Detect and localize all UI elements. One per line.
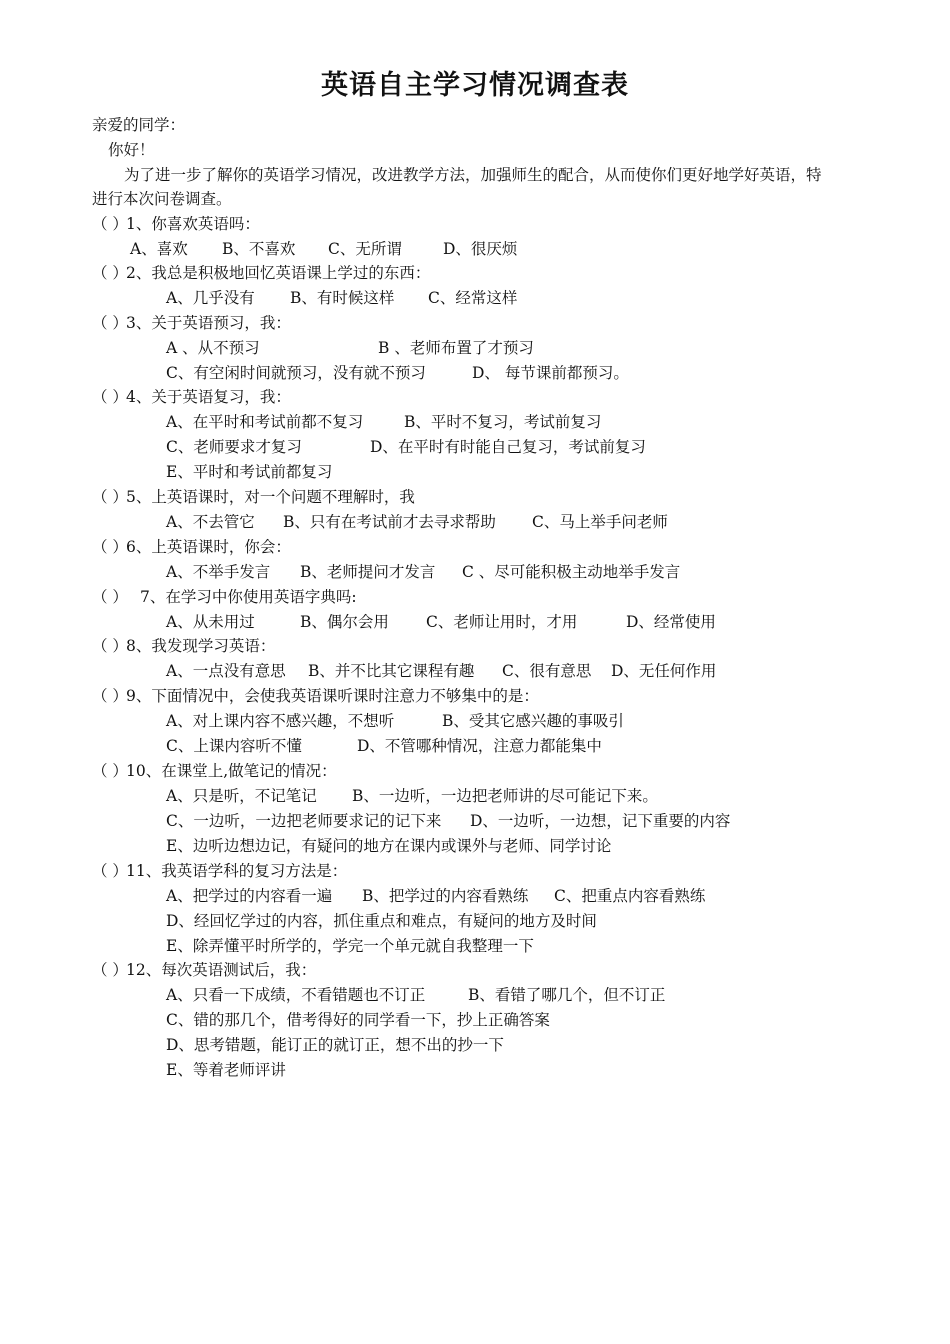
- answer-blank[interactable]: （ ）: [92, 388, 128, 406]
- option-e[interactable]: E、除弄懂平时所学的，学完一个单元就自我整理一下: [166, 937, 534, 955]
- option-d[interactable]: D、在平时有时能自己复习，考试前复习: [370, 438, 646, 456]
- option-b[interactable]: B、偶尔会用: [300, 613, 389, 631]
- option-line: [166, 411, 602, 433]
- option-line: [166, 835, 611, 857]
- question-9: [92, 685, 539, 707]
- option-b[interactable]: B、平时不复习，考试前复习: [404, 413, 602, 431]
- question-text: 8、我发现学习英语：: [126, 637, 276, 655]
- question-3: [92, 312, 291, 334]
- option-d[interactable]: D、经回忆学过的内容，抓住重点和难点，有疑问的地方及时间: [166, 912, 597, 930]
- option-line: [166, 461, 332, 483]
- answer-blank[interactable]: （ ）: [92, 314, 128, 332]
- answer-blank[interactable]: （ ）: [92, 862, 128, 880]
- question-5: [92, 486, 415, 508]
- option-b[interactable]: B、把学过的内容看熟练: [362, 887, 529, 905]
- option-c[interactable]: C、老师让用时，才用: [426, 613, 578, 631]
- option-line: [166, 436, 646, 458]
- option-d[interactable]: D、 每节课前都预习。: [472, 364, 629, 382]
- question-6: [92, 536, 291, 558]
- option-b[interactable]: B、看错了哪几个，但不订正: [468, 986, 666, 1004]
- option-c[interactable]: C、很有意思: [502, 662, 592, 680]
- option-line: [166, 511, 668, 533]
- option-d[interactable]: D、一边听，一边想，记下重要的内容: [470, 812, 731, 830]
- option-line: [166, 984, 666, 1006]
- option-line: [166, 362, 629, 384]
- question-text: 1、你喜欢英语吗：: [126, 215, 260, 233]
- question-text: 7、在学习中你使用英语字典吗:: [140, 588, 357, 606]
- answer-blank[interactable]: （ ）: [92, 637, 128, 655]
- option-c[interactable]: C、有空闲时间就预习，没有就不预习: [166, 364, 426, 382]
- option-b[interactable]: B、受其它感兴趣的事吸引: [442, 712, 624, 730]
- question-10: [92, 760, 337, 782]
- option-a[interactable]: A、把学过的内容看一遍: [166, 887, 333, 905]
- option-a[interactable]: A 、从不预习: [166, 339, 260, 357]
- question-text: 11、我英语学科的复习方法是：: [126, 862, 348, 880]
- question-text: 6、上英语课时，你会：: [126, 538, 291, 556]
- option-line: [166, 1034, 504, 1056]
- intro-line-2: 进行本次问卷调查。: [92, 190, 232, 208]
- option-line: [166, 1009, 550, 1031]
- question-text: 5、上英语课时，对一个问题不理解时，我: [126, 488, 415, 506]
- option-e[interactable]: E、等着老师评讲: [166, 1061, 286, 1079]
- question-8: [92, 635, 275, 657]
- option-c[interactable]: C、一边听，一边把老师要求记的记下来: [166, 812, 442, 830]
- option-line: [166, 885, 706, 907]
- option-d[interactable]: D、很厌烦: [443, 240, 518, 258]
- option-line: [166, 710, 624, 732]
- question-text: 2、我总是积极地回忆英语课上学过的东西：: [126, 264, 431, 282]
- answer-blank[interactable]: （ ）: [92, 215, 128, 233]
- option-a[interactable]: A、只看一下成绩，不看错题也不订正: [166, 986, 426, 1004]
- option-line: [166, 1059, 286, 1081]
- question-12: [92, 959, 316, 981]
- question-text: 9、下面情况中，会使我英语课听课时注意力不够集中的是：: [126, 687, 539, 705]
- question-1: [92, 213, 260, 235]
- option-d[interactable]: D、无任何作用: [611, 662, 717, 680]
- answer-blank[interactable]: （ ）: [92, 687, 128, 705]
- question-7: [92, 586, 357, 608]
- question-4: [92, 386, 291, 408]
- question-text: 3、关于英语预习，我：: [126, 314, 291, 332]
- option-e[interactable]: E、边听边想边记，有疑问的地方在课内或课外与老师、同学讨论: [166, 837, 612, 855]
- option-a[interactable]: A、在平时和考试前都不复习: [166, 413, 364, 431]
- answer-blank[interactable]: （ ）: [92, 961, 128, 979]
- option-line: [166, 611, 716, 633]
- option-line: [166, 660, 717, 682]
- option-c[interactable]: C、无所谓: [328, 240, 402, 258]
- option-a[interactable]: A、几乎没有: [166, 289, 255, 307]
- answer-blank[interactable]: （ ）: [92, 488, 128, 506]
- question-text: 10、在课堂上,做笔记的情况：: [126, 762, 337, 780]
- option-a[interactable]: A、不去管它: [166, 513, 255, 531]
- hello-text: 你好！: [108, 141, 155, 159]
- page-title: 英语自主学习情况调查表: [321, 70, 629, 101]
- option-line: [166, 810, 731, 832]
- option-a[interactable]: A、从未用过: [166, 613, 255, 631]
- option-line: [166, 287, 518, 309]
- option-line: [130, 238, 518, 260]
- option-c[interactable]: C 、尽可能积极主动地举手发言: [462, 563, 681, 581]
- greeting: 亲爱的同学：: [92, 116, 186, 134]
- option-line: [166, 337, 534, 359]
- option-line: [166, 785, 658, 807]
- option-b[interactable]: B、一边听，一边把老师讲的尽可能记下来。: [352, 787, 658, 805]
- option-d[interactable]: D、思考错题，能订正的就订正，想不出的抄一下: [166, 1036, 504, 1054]
- option-b[interactable]: B、只有在考试前才去寻求帮助: [283, 513, 496, 531]
- intro-line-1: 为了进一步了解你的英语学习情况，改进教学方法，加强师生的配合，从而使你们更好地学好英语，特: [124, 166, 822, 184]
- option-a[interactable]: A、只是听，不记笔记: [166, 787, 317, 805]
- option-b[interactable]: B、有时候这样: [290, 289, 395, 307]
- question-text: 12、每次英语测试后，我：: [126, 961, 317, 979]
- option-line: [166, 910, 597, 932]
- option-c[interactable]: C、经常这样: [428, 289, 518, 307]
- question-11: [92, 860, 347, 882]
- option-d[interactable]: D、经常使用: [626, 613, 716, 631]
- answer-blank[interactable]: （ ）: [92, 538, 128, 556]
- option-a[interactable]: A、不举手发言: [166, 563, 271, 581]
- option-d[interactable]: D、不管哪种情况，注意力都能集中: [357, 737, 602, 755]
- option-b[interactable]: B、老师提问才发言: [300, 563, 436, 581]
- option-line: [166, 561, 681, 583]
- option-b[interactable]: B、不喜欢: [222, 240, 296, 258]
- option-c[interactable]: C、把重点内容看熟练: [554, 887, 706, 905]
- option-b[interactable]: B、并不比其它课程有趣: [308, 662, 475, 680]
- option-line: [166, 735, 602, 757]
- option-c[interactable]: C、马上举手问老师: [532, 513, 668, 531]
- option-c[interactable]: C、老师要求才复习: [166, 438, 302, 456]
- option-a[interactable]: A、对上课内容不感兴趣，不想听: [166, 712, 395, 730]
- option-b[interactable]: B 、老师布置了才预习: [378, 339, 534, 357]
- option-a[interactable]: A、一点没有意思: [166, 662, 286, 680]
- option-line: [166, 935, 534, 957]
- question-text: 4、关于英语复习，我：: [126, 388, 291, 406]
- answer-blank[interactable]: （ ）: [92, 588, 128, 606]
- answer-blank[interactable]: （ ）: [92, 264, 128, 282]
- option-a[interactable]: A、喜欢: [130, 240, 188, 258]
- option-c[interactable]: C、上课内容听不懂: [166, 737, 302, 755]
- option-e[interactable]: E、平时和考试前都复习: [166, 463, 333, 481]
- answer-blank[interactable]: （ ）: [92, 762, 128, 780]
- question-2: [92, 262, 430, 284]
- option-c[interactable]: C、错的那几个，借考得好的同学看一下，抄上正确答案: [166, 1011, 550, 1029]
